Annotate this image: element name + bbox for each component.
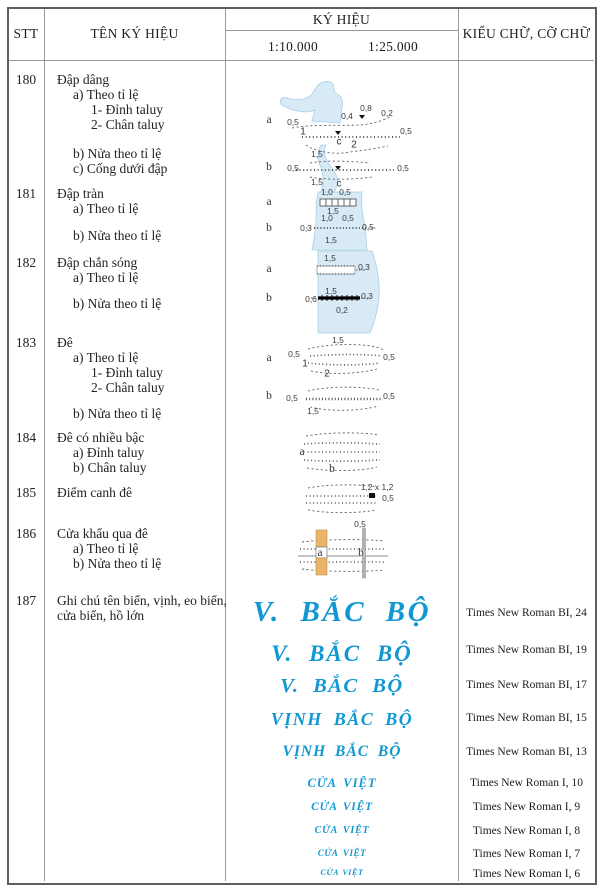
dimension-label: 1,5 <box>311 177 323 187</box>
entry-180-name <box>57 72 225 176</box>
entry-number: 181 <box>15 186 37 201</box>
font-spec: Times New Roman BI, 24 <box>466 607 587 619</box>
dimension-label: c <box>336 178 342 190</box>
entry-185-name <box>57 485 225 500</box>
dimension-label: b <box>266 161 272 173</box>
symbol-name-line: Đập chắn sóng <box>57 255 138 270</box>
dimension-label: 0,5 <box>397 163 409 173</box>
font-spec: Times New Roman I, 9 <box>472 801 581 813</box>
dimension-label: 0,2 <box>381 108 393 118</box>
header-ten-ky-hieu: TÊN KÝ HIỆU <box>90 26 179 41</box>
dimension-label: 0,5 <box>288 349 300 359</box>
dimension-label: 0,5 <box>382 493 394 503</box>
entry-number: 185 <box>15 485 37 500</box>
dimension-label: 0,6 <box>305 294 317 304</box>
header-ky-hieu: KÝ HIỆU <box>312 12 371 27</box>
entry-number: 182 <box>15 255 37 270</box>
dimension-label: 2 <box>351 139 357 151</box>
dimension-label: 0,3 <box>361 291 373 301</box>
entry-181-name <box>57 186 225 243</box>
watch-point-square <box>369 493 375 498</box>
dimension-label: a <box>299 446 305 458</box>
culvert-mark <box>335 131 341 135</box>
symbol-name-line: b) Nửa theo tỉ lệ <box>73 406 162 421</box>
entry-number: 180 <box>15 72 37 87</box>
symbol-name-line: b) Chân taluy <box>73 460 147 475</box>
dimension-label: 0,5 <box>383 391 395 401</box>
gate-bar-bottom <box>316 558 327 575</box>
dimension-label: b <box>358 547 364 559</box>
dimension-label: 1,5 <box>307 406 319 416</box>
dimension-label: a <box>317 547 323 559</box>
entry-number: 187 <box>15 593 37 608</box>
dimension-label: 1,2 x 1,2 <box>360 482 394 492</box>
symbol-name-line: a) Theo tỉ lệ <box>73 350 139 365</box>
symbol-name-line: a) Theo tỉ lệ <box>73 201 139 216</box>
dimension-label: 0,3 <box>358 262 370 272</box>
font-spec: Times New Roman BI, 15 <box>466 712 587 724</box>
lettering-sample: VỊNH BẮC BỘ <box>282 743 402 760</box>
culvert-mark <box>359 115 365 119</box>
lettering-sample: CỬA VIỆT <box>311 801 373 813</box>
dimension-label: 1 <box>300 126 306 138</box>
lettering-sample: CỬA VIỆT <box>320 868 364 877</box>
symbol-name-line: a) Theo tỉ lệ <box>73 270 139 285</box>
symbol-name-line: b) Nửa theo tỉ lệ <box>73 228 162 243</box>
symbol-name-line: 1- Đỉnh taluy <box>91 365 163 380</box>
entry-187-name <box>57 593 229 623</box>
dimension-label: 0,2 <box>336 305 348 315</box>
dimension-label: 1,0 <box>321 187 333 197</box>
dimension-label: c <box>336 136 342 148</box>
dimension-label: b <box>266 292 272 304</box>
dimension-label: 1,5 <box>327 206 339 216</box>
lettering-sample: CỬA VIỆT <box>307 776 377 790</box>
symbol-name-line: b) Nửa theo tỉ lệ <box>73 556 162 571</box>
dimension-label: 0,5 <box>287 117 299 127</box>
font-spec: Times New Roman BI, 17 <box>466 679 587 691</box>
header-stt: STT <box>13 26 39 41</box>
gate-bar-top <box>316 530 327 547</box>
dimension-label: 0,8 <box>360 103 372 113</box>
lettering-sample: CỬA VIỆT <box>317 848 367 858</box>
dimension-label: 2 <box>324 368 330 380</box>
dimension-label: 0,3 <box>300 223 312 233</box>
lettering-sample: V. BẮC BỘ <box>252 596 432 628</box>
dimension-label: b <box>266 222 272 234</box>
dimension-label: 0,5 <box>342 213 354 223</box>
entry-183-name <box>57 335 225 421</box>
symbol-name-line: a) Theo tỉ lệ <box>73 87 139 102</box>
dimension-label: a <box>266 263 272 275</box>
dimension-label: 1,5 <box>332 335 344 345</box>
dimension-label: 1,5 <box>311 149 323 159</box>
dimension-label: 0,5 <box>286 393 298 403</box>
dimension-label: 1 <box>302 358 308 370</box>
dimension-label: a <box>266 352 272 364</box>
entry-number: 186 <box>15 526 37 541</box>
font-spec: Times New Roman I, 10 <box>470 777 583 789</box>
font-spec: Times New Roman I, 8 <box>472 825 581 837</box>
font-spec: Times New Roman I, 6 <box>472 868 581 880</box>
dimension-label: b <box>266 390 272 402</box>
symbol-name-line: 2- Chân taluy <box>91 380 165 395</box>
dimension-label: 0,5 <box>339 187 351 197</box>
dimension-label: 0,4 <box>341 111 353 121</box>
entry-182-name <box>57 255 225 311</box>
dimension-label: a <box>266 114 272 126</box>
font-spec: Times New Roman I, 7 <box>472 848 581 860</box>
lettering-sample: VỊNH BẮC BỘ <box>270 709 414 729</box>
symbol-name-line: Đập dâng <box>57 72 110 87</box>
dimension-label: a <box>266 196 272 208</box>
dimension-label: 0,5 <box>383 352 395 362</box>
symbol-name-line: b) Nửa theo tỉ lệ <box>73 146 162 161</box>
symbol-name-line: b) Nửa theo tỉ lệ <box>73 296 162 311</box>
lettering-sample: CỬA VIỆT <box>314 825 370 836</box>
symbol-name-line: c) Cống dưới đập <box>73 161 168 176</box>
header-scale-10000: 1:10.000 <box>267 39 319 54</box>
dimension-label: 0,5 <box>362 222 374 232</box>
dimension-label: 1,0 <box>321 213 333 223</box>
symbol-name-line: a) Theo tỉ lệ <box>73 541 139 556</box>
symbol-name-line: Điểm canh đê <box>57 485 132 500</box>
entry-number: 184 <box>15 430 37 445</box>
dimension-label: 0,5 <box>354 519 366 529</box>
dimension-label: b <box>329 463 335 475</box>
symbol-name-line: Đê <box>57 335 73 350</box>
entry-184-name <box>57 430 225 475</box>
font-spec: Times New Roman BI, 13 <box>466 746 587 758</box>
symbol-name-line: Ghi chú tên biển, vịnh, eo biển, cửa biển, hồ lớn <box>57 593 227 623</box>
breakwater-rect <box>317 266 355 274</box>
symbol-name-line: 1- Đỉnh taluy <box>91 102 163 117</box>
symbol-name-line: a) Đỉnh taluy <box>73 445 145 460</box>
symbol-name-line: 2- Chân taluy <box>91 117 165 132</box>
symbol-name-line: Cửa khẩu qua đê <box>57 526 148 541</box>
column-divider-1 <box>44 9 45 881</box>
dimension-label: 0,5 <box>287 163 299 173</box>
dimension-label: 1,5 <box>325 286 337 296</box>
symbol-name-line: Đập tràn <box>57 186 104 201</box>
dimension-label: 1,5 <box>324 253 336 263</box>
header-kieu-chu: KIỂU CHỮ, CỠ CHỮ <box>462 26 591 41</box>
lettering-sample: V. BẮC BỘ <box>280 675 404 697</box>
font-spec: Times New Roman BI, 19 <box>466 644 587 656</box>
dimension-label: 0,5 <box>400 126 412 136</box>
symbol-name-line: Đê có nhiều bậc <box>57 430 145 445</box>
lettering-sample: V. BẮC BỘ <box>271 641 413 666</box>
symbol-subheader-line <box>226 30 458 31</box>
entry-186-name <box>57 526 225 571</box>
header-scale-25000: 1:25.000 <box>367 39 419 54</box>
entry-number: 183 <box>15 335 37 350</box>
dimension-label: 1,5 <box>325 235 337 245</box>
